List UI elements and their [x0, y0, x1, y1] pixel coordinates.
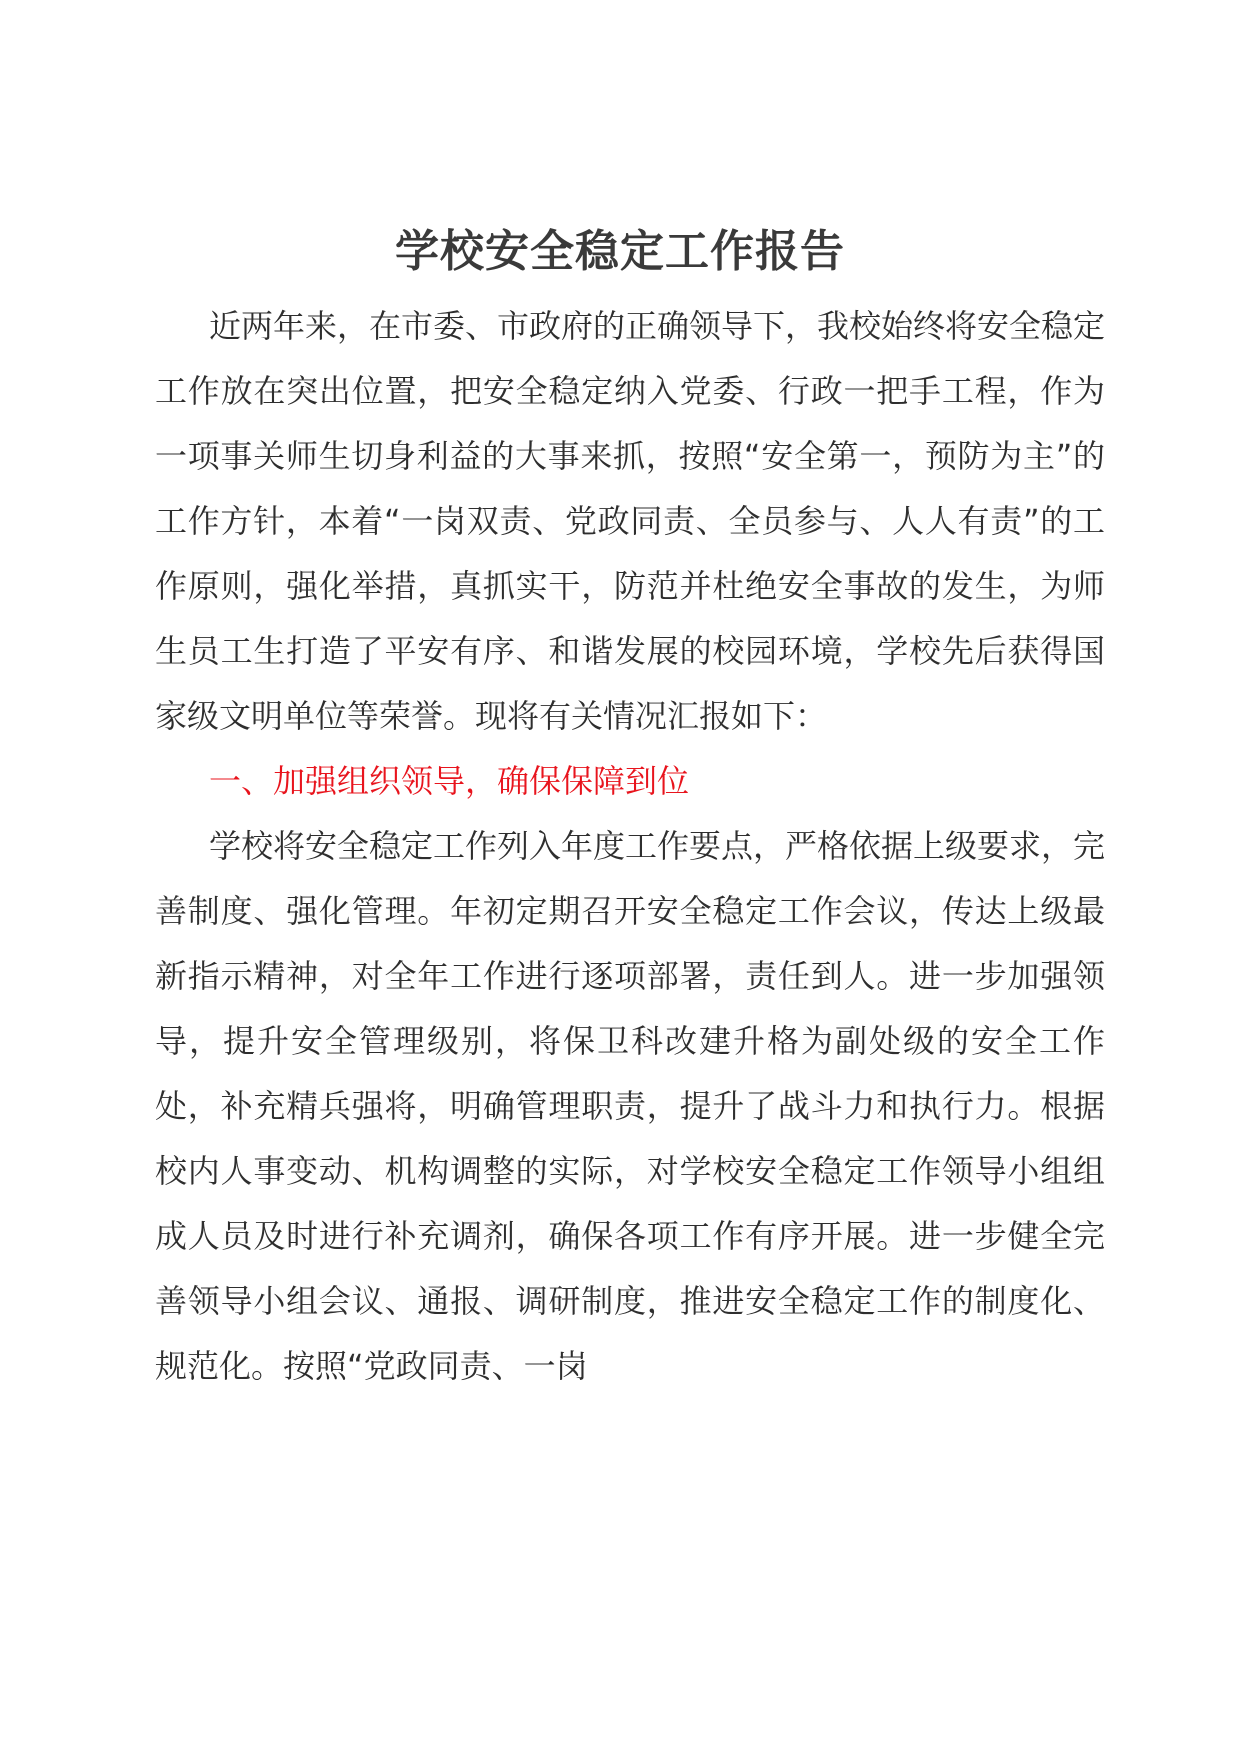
document-page [155, 220, 1105, 1399]
section-paragraph: 学校将安全稳定工作列入年度工作要点，严格依据上级要求，完善制度、强化管理。年初定期召开安全稳定工作会议，传达上级最新指示精神，对全年工作进行逐项部署，责任到人。进一步加强领导，提升安全管理级别，将保卫科改建升格为副处级的安全工作处，补充精兵强将，明确管理职责，提升了战斗力和执行力。根据校内人事变动、机构调整的实际，对学校安全稳定工作领导小组组成人员及时进行补充调剂，确保各项工作有序开展。进一步健全完善领导小组会议、通报、调研制度，推进安全稳定工作的制度化、规范化。按照“党政同责、一岗 [155, 827, 1106, 1385]
document-title: 学校安全稳定工作报告 [395, 226, 845, 277]
section-heading: 一、加强组织领导，确保保障到位 [209, 762, 690, 800]
intro-paragraph: 近两年来，在市委、市政府的正确领导下，我校始终将安全稳定工作放在突出位置，把安全稳定纳入党委、行政一把手工程，作为一项事关师生切身利益的大事来抓，按照“安全第一，预防为主”的工作方针，本着“一岗双责、党政同责、全员参与、人人有责”的工作原则，强化举措，真抓实干，防范并杜绝安全事故的发生，为师生员工生打造了平安有序、和谐发展的校园环境，学校先后获得国家级文明单位等荣誉。现将有关情况汇报如下： [155, 307, 1106, 735]
